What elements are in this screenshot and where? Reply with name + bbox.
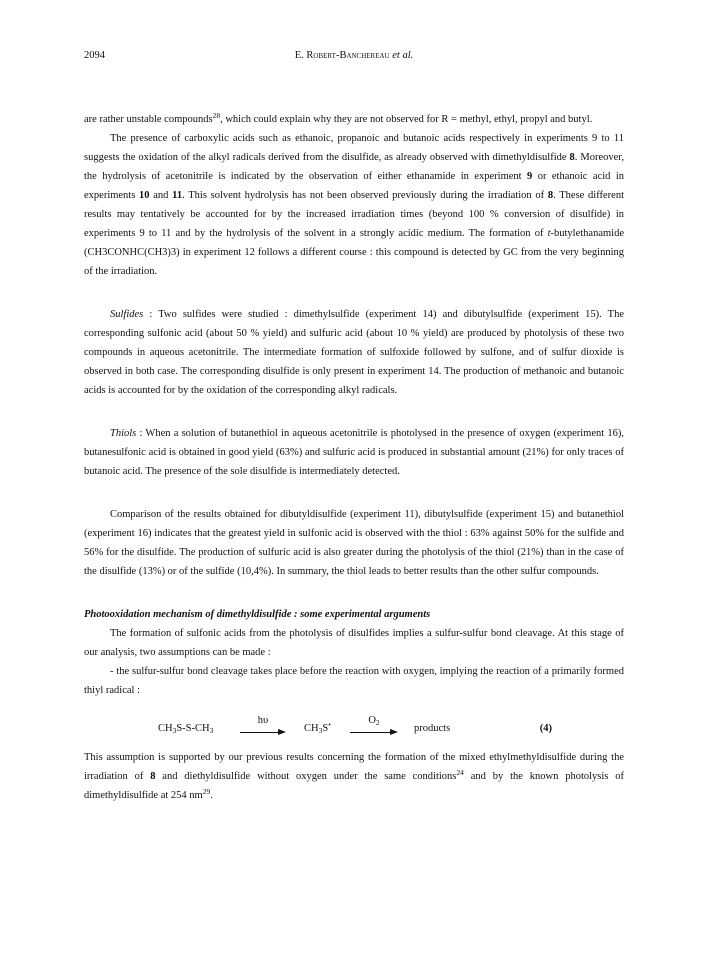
formula-part: CH bbox=[158, 723, 173, 734]
compound-number: 8 bbox=[569, 152, 575, 163]
section-heading: Photooxidation mechanism of dimethyldisulfide : some experimental arguments bbox=[84, 609, 431, 620]
formula-part: S bbox=[322, 723, 329, 734]
formula-subscript: 3 bbox=[172, 726, 177, 735]
paragraph-thiols bbox=[84, 424, 624, 481]
arrow-shaft bbox=[240, 732, 280, 733]
text-run: : Two sulfides were studied : dimethylsulfide (experiment 14) and dibutylsulfide (experiment 15). The corresponding sulfonic acid (about 50 % yield) and sulfuric acid (about 10 % yield) are produced by photolysis of these two compounds in aqueous acetonitrile. The intermediate formation of sulfoxide followed by sulfone, and of sulfur dioxide is observed in both case. The corresponding disulfide is only present in experiment 14. The production of methanoic and butanoic acids is accounted for by the oxidation of the corresponding alkyl radicals. bbox=[84, 309, 624, 396]
italic-prefix: t bbox=[547, 228, 551, 239]
arrow-head-icon bbox=[278, 729, 286, 735]
reference-29: 29 bbox=[202, 787, 211, 796]
page-number: 2094 bbox=[84, 50, 105, 61]
text-run: Comparison of the results obtained for dibutyldisulfide (experiment 11), dibutylsulfide (experiment 15) and butanethiol (experiment 16) indicates that the greatest yield in sulfonic acid is observed with the thiol : 63% against 50% for the sulfide and 56% for the disulfide. The production of sulfuric acid is also greater during the photolysis of the thiol (21%) than in the case of the disulfide (13%) or of the sulfide (10,4%). In summary, the thiol leads to better results than the other sulfur compounds. bbox=[84, 509, 624, 577]
compound-number: 8 bbox=[150, 771, 156, 782]
reaction-arrow-oxygen bbox=[350, 715, 398, 734]
compound-number: 8 bbox=[547, 190, 554, 201]
text-run: . Moreover, the hydrolysis of acetonitrile is indicated by the observation of either ethanamide in experiment bbox=[84, 152, 624, 182]
text-run: are rather unstable compounds bbox=[84, 114, 213, 125]
experiment-number: 10 bbox=[139, 190, 150, 201]
paragraph-continuation bbox=[84, 110, 624, 129]
text-run: , which could explain why they are not observed for R = methyl, ethyl, propyl and butyl. bbox=[220, 114, 593, 125]
arrow-head-icon bbox=[390, 729, 398, 735]
text-run: or ethanoic acid in experiments bbox=[84, 171, 625, 201]
spacer bbox=[84, 581, 624, 605]
text-run: and bbox=[149, 190, 173, 201]
experiment-number: 9 bbox=[527, 171, 533, 182]
running-head-author bbox=[84, 50, 624, 61]
author-initial: E. bbox=[294, 50, 307, 61]
text-run: This assumption is supported by our previous results concerning the formation of the mixed ethylmethyldisulfide during the irradiation of bbox=[84, 752, 624, 782]
reaction-arrow-light bbox=[240, 715, 286, 734]
running-header bbox=[84, 50, 624, 66]
author-suffix: et al. bbox=[389, 50, 414, 61]
reference-24: 24 bbox=[456, 768, 464, 777]
spacer bbox=[84, 281, 624, 305]
radical-dot: • bbox=[328, 720, 331, 729]
text-run: . This solvent hydrolysis has not been observed previously during the irradiation of bbox=[182, 190, 548, 201]
subsection-label: Sulfides bbox=[110, 309, 144, 320]
spacer bbox=[84, 481, 624, 505]
text-run: -butylethanamide (CH3CONHC(CH3)3) in experiment 12 follows a different course : this compound is detected by GC from the very beginning of the irradiation. bbox=[84, 228, 624, 277]
arrow-label-hv: hυ bbox=[257, 715, 269, 726]
text-run: : When a solution of butanethiol in aqueous acetonitrile is photolysed in the presence of oxygen (experiment 16), butanesulfonic acid is obtained in good yield (63%) and sulfuric acid is produced in substantial amount (21%) for only traces of butanoic acid. The presence of the sole disulfide is intermediately detected. bbox=[84, 428, 624, 477]
arrow-shaft bbox=[350, 732, 392, 733]
equation-reactant bbox=[158, 719, 213, 738]
formula-subscript: 3 bbox=[209, 726, 214, 735]
experiment-number: 11 bbox=[172, 190, 183, 201]
formula-part: CH bbox=[304, 723, 319, 734]
text-run: and diethyldisulfide without oxygen under the same conditions bbox=[155, 771, 457, 782]
reference-28: 28 bbox=[212, 111, 221, 120]
arrow-label-o2 bbox=[350, 711, 398, 730]
text-run: . bbox=[210, 790, 213, 801]
paragraph-comparison bbox=[84, 505, 624, 581]
equation-thiyl-radical bbox=[304, 719, 331, 738]
text-run: and by the known photolysis of dimethyldisulfide at 254 nm bbox=[84, 771, 624, 801]
formula-subscript: 3 bbox=[318, 726, 323, 735]
equation-products: products bbox=[414, 723, 451, 734]
body-text bbox=[84, 110, 624, 805]
paragraph-assumption-1: - the sulfur-sulfur bond cleavage takes place before the reaction with oxygen, implying the reaction of a primarily formed thiyl radical : bbox=[84, 666, 624, 696]
paragraph-assumption-support bbox=[84, 748, 624, 805]
formula-subscript: 2 bbox=[375, 718, 380, 727]
formula-part: S-S-CH bbox=[176, 723, 210, 734]
equation-4 bbox=[84, 706, 624, 746]
subsection-label: Thiols bbox=[110, 428, 137, 439]
paragraph-carboxylic-acids bbox=[84, 129, 624, 281]
spacer bbox=[84, 400, 624, 424]
text-run: The presence of carboxylic acids such as ethanoic, propanoic and butanoic acids respectively in experiments 9 to 11 suggests the oxidation of the alkyl radicals derived from the disulfide, as already observed with dimethyldisulfide bbox=[84, 133, 624, 163]
paragraph-sulfides bbox=[84, 305, 624, 400]
text-run: . These different results may tentatively be accounted for by the increased irradiation times (beyond 100 % conversion of disulfide) in experiments 9 to 11 and by the hydrolysis of the solvent in a strongly acidic medium. The formation of bbox=[84, 190, 624, 239]
paragraph-mechanism-intro: The formation of sulfonic acids from the photolysis of disulfides implies a sulfur-sulfur bond cleavage. At this stage of our analysis, two assumptions can be made : bbox=[84, 628, 624, 658]
author-surname: Robert-Banchereau bbox=[306, 50, 390, 61]
formula-part: O bbox=[368, 715, 376, 726]
equation-number: (4) bbox=[539, 723, 552, 734]
